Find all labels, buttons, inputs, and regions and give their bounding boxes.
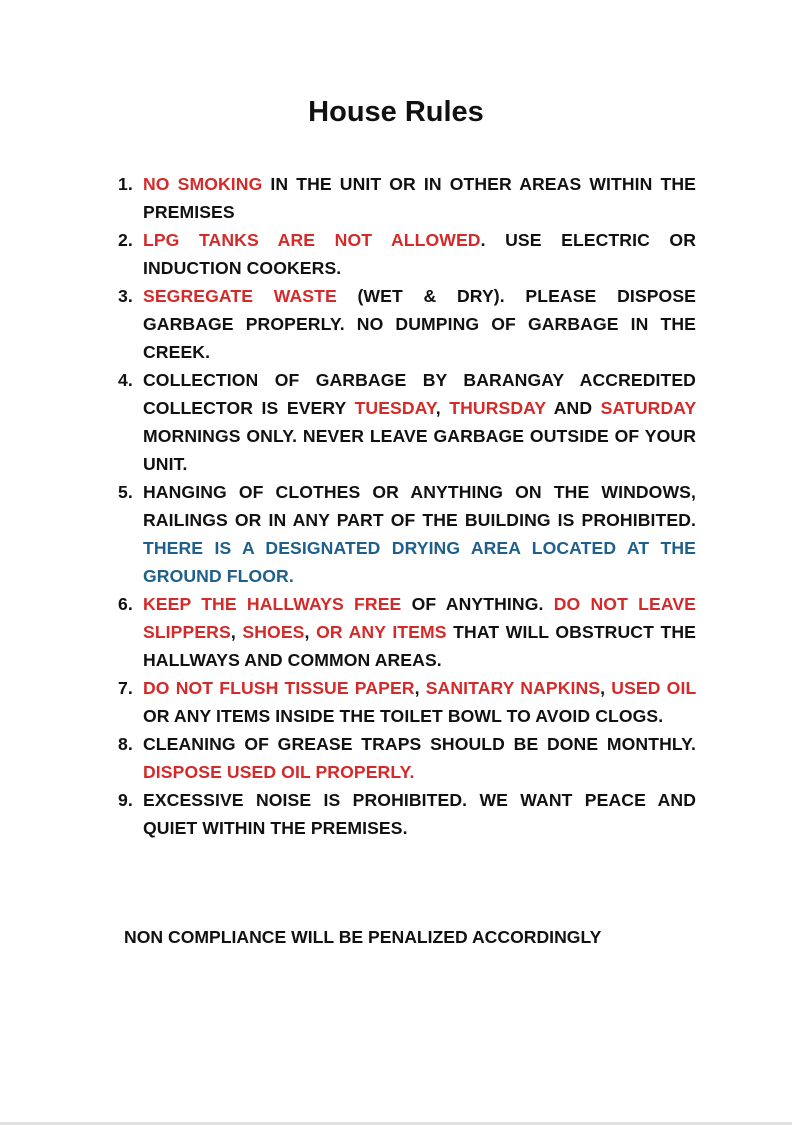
rule-text	[143, 594, 696, 670]
rule-text-segment: AND	[545, 398, 601, 418]
compliance-notice: NON COMPLIANCE WILL BE PENALIZED ACCORDINGLY	[124, 927, 602, 947]
rule-emphasis-segment: THURSDAY	[449, 398, 546, 418]
rule-emphasis-segment: NO SMOKING	[143, 174, 263, 194]
rule-emphasis-segment: LPG TANKS ARE NOT ALLOWED	[143, 230, 481, 250]
rule-item	[118, 226, 696, 282]
rule-text-segment: EXCESSIVE NOISE IS PROHIBITED. WE WANT PEACE AND QUIET WITHIN THE PREMISES.	[143, 790, 696, 838]
rule-item	[118, 674, 696, 730]
rule-number: 6.	[118, 594, 133, 614]
rule-text	[143, 734, 696, 782]
rule-emphasis-segment: OR ANY ITEMS	[316, 622, 447, 642]
rule-emphasis-segment: SATURDAY	[600, 398, 696, 418]
rules-list	[118, 170, 696, 842]
rule-number: 5.	[118, 482, 133, 502]
rule-text	[143, 790, 696, 838]
rule-emphasis-segment: KEEP THE HALLWAYS FREE	[143, 594, 402, 614]
rule-number: 7.	[118, 678, 133, 698]
rule-text-segment: (WET & DRY). PLEASE DISPOSE GARBAGE PROPERLY. NO DUMPING OF GARBAGE IN THE CREEK.	[143, 286, 696, 362]
rule-item	[118, 590, 696, 674]
rule-number: 1.	[118, 174, 133, 194]
rule-text-segment: . USE ELECTRIC OR INDUCTION COOKERS.	[143, 230, 697, 278]
rule-item	[118, 786, 696, 842]
rule-emphasis-segment: SEGREGATE WASTE	[143, 286, 337, 306]
rule-text-segment: ,	[414, 678, 426, 698]
rule-emphasis-segment: SHOES	[242, 622, 305, 642]
rule-emphasis-segment: THERE IS A DESIGNATED DRYING AREA LOCATED AT THE GROUND FLOOR.	[143, 538, 696, 586]
rule-text-segment: ,	[435, 398, 450, 418]
rule-text-segment: MORNINGS ONLY. NEVER LEAVE GARBAGE OUTSIDE OF YOUR UNIT.	[143, 426, 696, 474]
rule-emphasis-segment: DO NOT FLUSH TISSUE PAPER	[143, 678, 415, 698]
rule-emphasis-segment: DISPOSE USED OIL PROPERLY.	[143, 762, 415, 782]
rule-emphasis-segment: DO NOT LEAVE SLIPPERS	[143, 594, 696, 642]
rule-number: 2.	[118, 230, 133, 250]
rule-text-segment: OF ANYTHING.	[401, 594, 554, 614]
rule-emphasis-segment: SANITARY NAPKINS	[425, 678, 601, 698]
rule-text-segment: COLLECTION OF GARBAGE BY BARANGAY ACCREDITED COLLECTOR IS EVERY	[143, 370, 696, 418]
rule-number: 9.	[118, 790, 133, 810]
rule-text	[143, 286, 696, 362]
rule-text	[143, 370, 696, 474]
rule-item	[118, 478, 696, 590]
rule-text	[143, 678, 696, 726]
rule-emphasis-segment: TUESDAY	[354, 398, 436, 418]
rule-text	[143, 174, 696, 222]
page-title: House Rules	[308, 96, 484, 128]
rule-text-segment: OR ANY ITEMS INSIDE THE TOILET BOWL TO AVOID CLOGS.	[143, 706, 664, 726]
rule-text	[143, 482, 696, 586]
rule-text	[143, 230, 696, 278]
rule-text-segment: ,	[600, 678, 612, 698]
rule-number: 3.	[118, 286, 133, 306]
rule-text-segment: THAT WILL OBSTRUCT THE HALLWAYS AND COMMON AREAS.	[143, 622, 697, 670]
rule-item	[118, 366, 696, 478]
rule-item	[118, 730, 696, 786]
rule-text-segment: ,	[230, 622, 243, 642]
rule-text-segment: HANGING OF CLOTHES OR ANYTHING ON THE WINDOWS, RAILINGS OR IN ANY PART OF THE BUILDING IS PROHIBITED.	[143, 482, 696, 530]
rule-item	[118, 282, 696, 366]
rule-item	[118, 170, 696, 226]
rule-text-segment: ,	[304, 622, 317, 642]
rule-number: 4.	[118, 370, 133, 390]
rule-number: 8.	[118, 734, 133, 754]
rule-emphasis-segment: USED OIL	[611, 678, 696, 698]
rule-text-segment: CLEANING OF GREASE TRAPS SHOULD BE DONE MONTHLY.	[143, 734, 696, 754]
rule-text-segment: IN THE UNIT OR IN OTHER AREAS WITHIN THE PREMISES	[143, 174, 696, 222]
